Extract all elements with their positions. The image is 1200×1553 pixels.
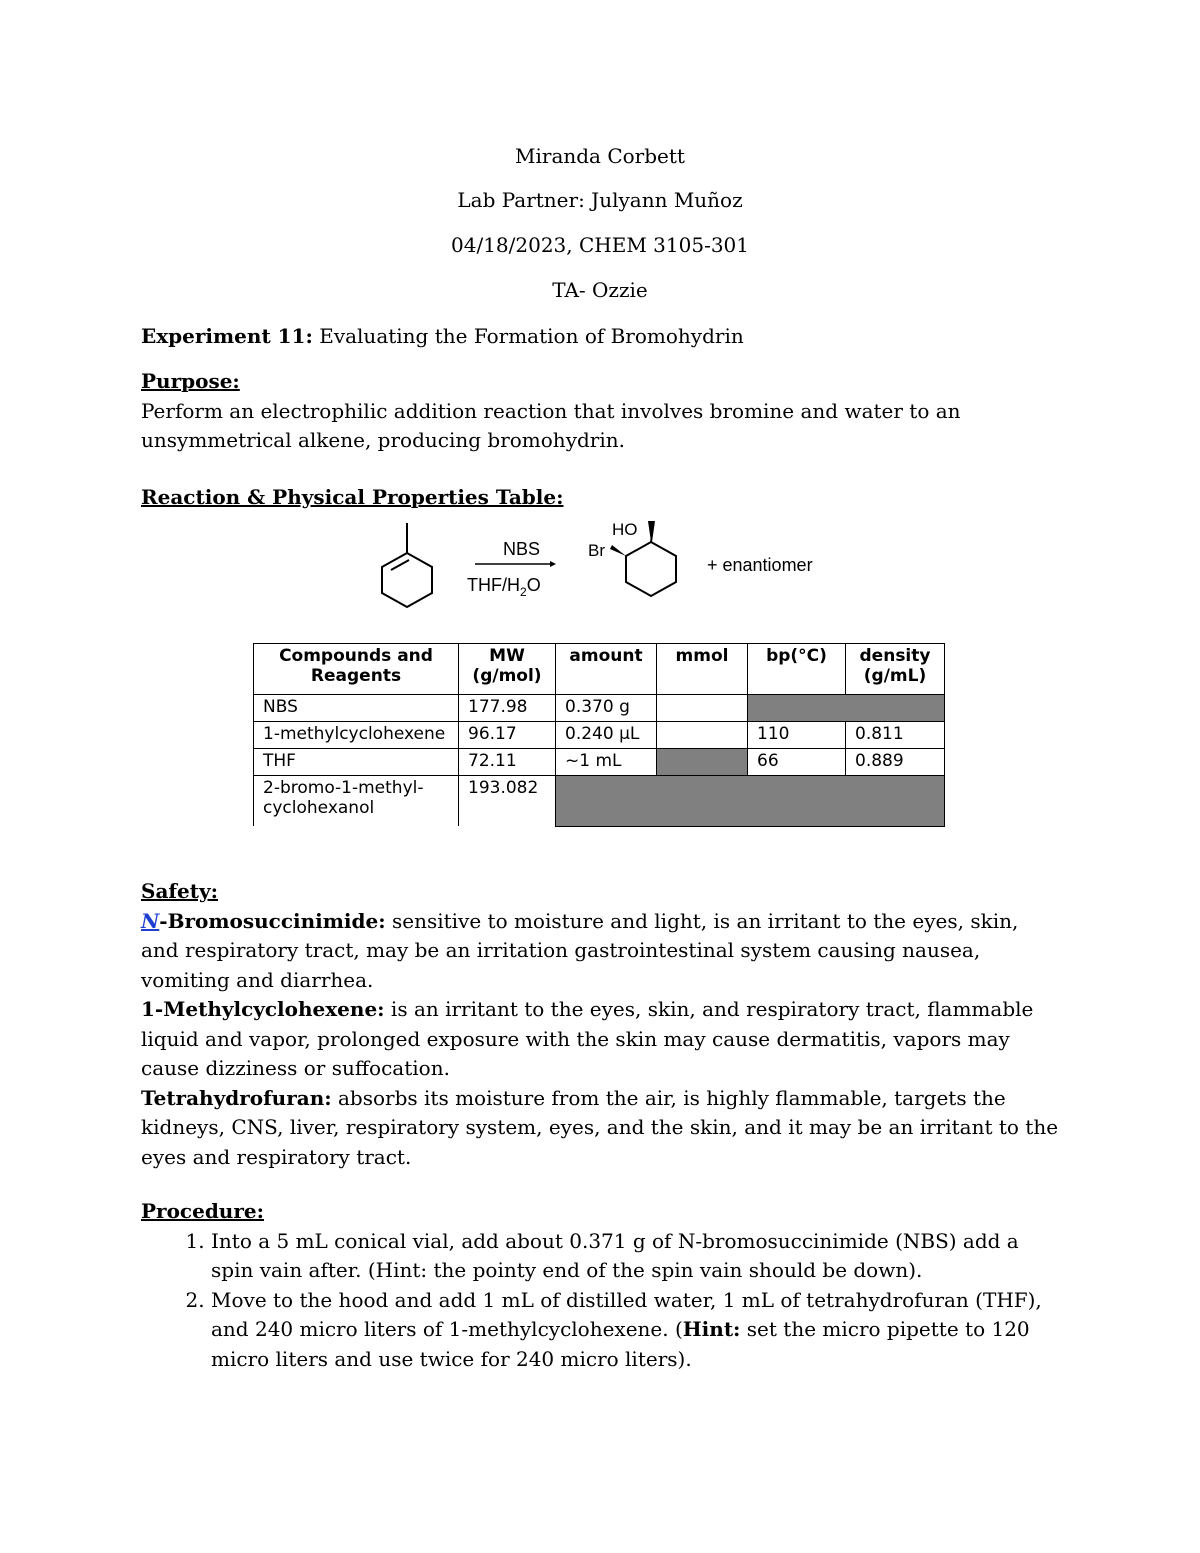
table-header-row: [254, 644, 945, 695]
table-cell: 72.11: [459, 749, 556, 776]
table-cell: [657, 695, 748, 722]
table-row: [254, 722, 945, 749]
table-row: [254, 749, 945, 776]
nbs-n-link[interactable]: N: [141, 908, 160, 933]
methylcyclohexene-structure: [382, 523, 432, 607]
thf-name: Tetrahydrofuran:: [141, 1085, 332, 1110]
safety-methylcyclohexene: [141, 995, 1061, 1084]
table-cell: 0.370 g: [556, 695, 657, 722]
step2-hint: Hint:: [682, 1317, 741, 1341]
table-cell: 0.811: [846, 722, 945, 749]
table-cell: 110: [748, 722, 846, 749]
table-cell-shaded: [657, 749, 748, 776]
table-cell-shaded: [556, 776, 945, 827]
reaction-arrowhead: [550, 561, 556, 567]
header-amount: amount: [556, 644, 657, 695]
table-cell: 0.240 µL: [556, 722, 657, 749]
author-name: Miranda Corbett: [515, 144, 685, 168]
purpose-section: [141, 367, 1061, 456]
experiment-title: [141, 322, 1061, 352]
table-cell: 1-methylcyclohexene: [254, 722, 459, 749]
table-cell: 96.17: [459, 722, 556, 749]
table-row: [254, 695, 945, 722]
header-density: density (g/mL): [846, 644, 945, 695]
reaction-heading: [141, 483, 1061, 513]
reaction-scheme: [370, 515, 840, 615]
table-cell: 0.889: [846, 749, 945, 776]
teaching-assistant: TA- Ozzie: [552, 278, 648, 302]
experiment-label: Experiment 11:: [141, 324, 313, 348]
purpose-heading: Purpose:: [141, 369, 240, 393]
table-cell: ~1 mL: [556, 749, 657, 776]
reaction-heading-text: Reaction & Physical Properties Table:: [141, 485, 564, 509]
bromine-label: Br: [588, 541, 605, 560]
table-cell: 66: [748, 749, 846, 776]
date-course: 04/18/2023, CHEM 3105-301: [451, 233, 749, 257]
table-row: [254, 776, 945, 827]
safety-section: [141, 877, 1061, 1172]
thf-text: absorbs its moisture from the air, is highly flammable, targets the kidneys, CNS, liver, respiratory system, eyes, and the skin, and it may be an irritant to the eyes and respiratory tract.: [141, 1085, 1059, 1169]
mch-name: 1-Methylcyclohexene:: [141, 997, 385, 1021]
experiment-name: Evaluating the Formation of Bromohydrin: [312, 324, 744, 348]
procedure-step-1: 1. Into a 5 mL conical vial, add about 0.371 g of N-bromosuccinimide (NBS) add a spin vain after. (Hint: the pointy end of the spin vain should be down).: [211, 1227, 1061, 1286]
header-mw: MW (g/mol): [459, 644, 556, 695]
procedure-step-2: [211, 1286, 1061, 1375]
enantiomer-note: + enantiomer: [707, 555, 813, 575]
br-wedge: [610, 545, 626, 556]
safety-heading: Safety:: [141, 879, 218, 903]
solvent-label: THF/$H_2O$: [467, 575, 541, 599]
table-cell: THF: [254, 749, 459, 776]
procedure-section: [141, 1197, 1061, 1374]
physical-properties-table: [253, 643, 945, 827]
reagent-label: NBS: [503, 539, 541, 559]
table-cell: [657, 722, 748, 749]
header-compounds: Compounds and Reagents: [254, 644, 459, 695]
table-cell-shaded: [748, 695, 945, 722]
procedure-list: [141, 1227, 1061, 1375]
table-cell: 193.082: [459, 776, 556, 827]
lab-partner: Lab Partner: Julyann Muñoz: [457, 188, 743, 212]
table-cell: 177.98: [459, 695, 556, 722]
mch-text: is an irritant to the eyes, skin, and respiratory tract, flammable liquid and vapor, prolonged exposure with the skin may cause dermatitis, vapors may cause dizziness or suffocation.: [141, 997, 1034, 1080]
table-cell: NBS: [254, 695, 459, 722]
purpose-text: Perform an electrophilic addition reaction that involves bromine and water to an unsymmetrical alkene, producing bromohydrin.: [141, 398, 961, 452]
hydroxyl-label: HO: [612, 520, 638, 539]
safety-nbs: [141, 907, 1061, 996]
table-cell: 2-bromo-1-methyl-cyclohexanol: [254, 776, 459, 827]
header-bp: bp(°C): [748, 644, 846, 695]
nbs-text: sensitive to moisture and light, is an irritant to the eyes, skin, and respiratory tract, may be an irritation gastrointestinal system causing nausea, vomiting and diarrhea.: [141, 908, 1019, 992]
step2-text-b: set the micro pipette to 120 micro liters and use twice for 240 micro liters).: [211, 1317, 1030, 1371]
step2-text-a: Move to the hood and add 1 mL of distilled water, 1 mL of tetrahydrofuran (THF), and 240 micro liters of 1-methylcyclohexene. (: [211, 1287, 1042, 1341]
safety-thf: [141, 1084, 1061, 1173]
nbs-name: -Bromosuccinimide:: [159, 908, 386, 933]
procedure-heading: Procedure:: [141, 1199, 264, 1223]
header-mmol: mmol: [657, 644, 748, 695]
